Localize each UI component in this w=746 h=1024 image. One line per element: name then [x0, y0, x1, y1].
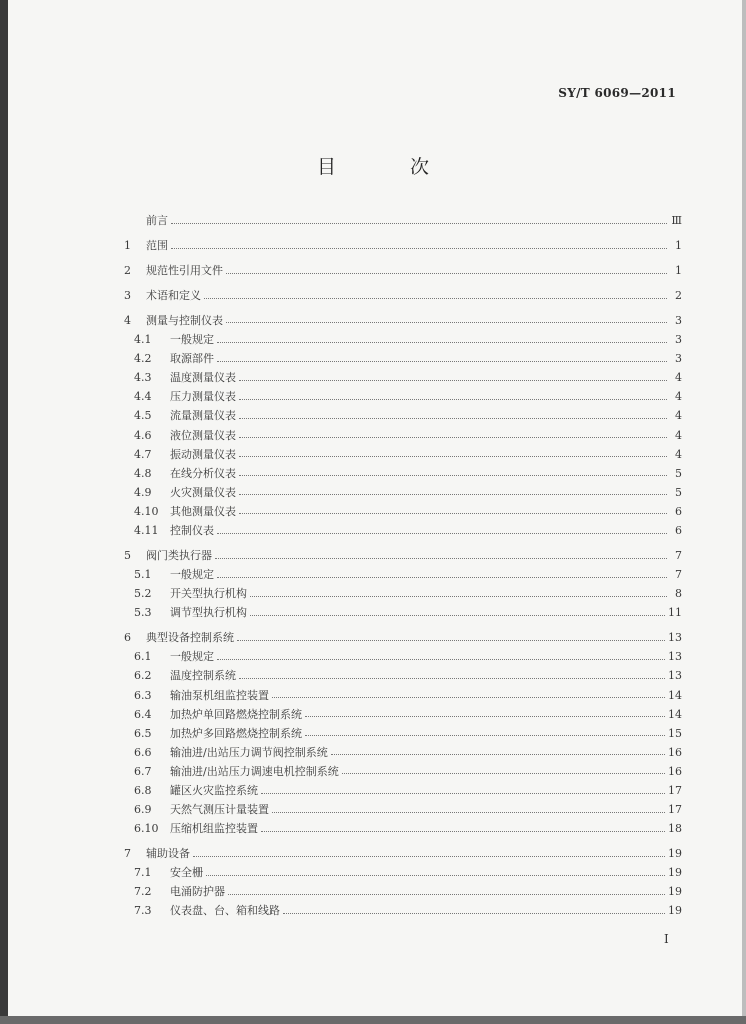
toc-entry-6-10 [124, 819, 682, 838]
toc-entry-label: 加热炉多回路燃烧控制系统 [170, 726, 302, 740]
toc-leader-dots [250, 614, 665, 616]
toc-leader-dots [239, 455, 667, 457]
toc-entry-label: 罐区火灾监控系统 [170, 783, 258, 797]
toc-entry-label: 控制仪表 [170, 523, 214, 537]
standard-code: SY/T 6069—2011 [558, 86, 676, 100]
toc-entry-page: 5 [675, 466, 682, 480]
toc-entry-page: 6 [675, 523, 682, 537]
toc-entry-4-5 [124, 406, 682, 425]
toc-entry-preface [124, 211, 682, 230]
toc-entry-page: 18 [668, 822, 682, 836]
toc-entry-4 [124, 311, 682, 330]
toc-entry-page: 3 [675, 333, 682, 347]
toc-entry-page: 4 [675, 447, 682, 461]
toc-entry-6-9 [124, 800, 682, 819]
toc-entry-label: 压缩机组监控装置 [170, 822, 258, 836]
toc-entry-label: 加热炉单回路燃烧控制系统 [170, 707, 302, 721]
scan-left-edge [0, 0, 8, 1024]
toc-leader-dots [171, 222, 667, 224]
toc-entry-number: 5 [124, 548, 131, 562]
toc-leader-dots [228, 893, 665, 895]
toc-entry-4-1 [124, 330, 682, 349]
toc-entry-page: 19 [668, 847, 682, 861]
toc-entry-5 [124, 546, 682, 565]
toc-entry-label: 温度控制系统 [170, 669, 236, 683]
toc-entry-page: 4 [675, 390, 682, 404]
toc-entry-label: 一般规定 [170, 333, 214, 347]
toc-entry-page: 14 [668, 688, 682, 702]
toc-entry-page: 4 [675, 428, 682, 442]
toc-entry-page: 11 [668, 606, 682, 620]
toc-entry-6-1 [124, 647, 682, 666]
toc-entry-page: 3 [675, 352, 682, 366]
toc-entry-label: 测量与控制仪表 [146, 313, 223, 327]
toc-entry-page: 5 [675, 485, 682, 499]
toc-leader-dots [217, 532, 667, 534]
toc-entry-number: 4.1 [134, 333, 152, 347]
toc-entry-number: 6.10 [134, 822, 159, 836]
toc-entry-label: 火灾测量仪表 [170, 485, 236, 499]
toc-leader-dots [204, 297, 667, 299]
toc-entry-4-10 [124, 502, 682, 521]
toc-entry-page: 4 [675, 371, 682, 385]
toc-entry-label: 振动测量仪表 [170, 447, 236, 461]
toc-entry-number: 4.3 [134, 371, 152, 385]
toc-leader-dots [239, 398, 667, 400]
toc-entry-label: 仪表盘、台、箱和线路 [170, 904, 280, 918]
toc-entry-page: Ⅲ [671, 214, 682, 227]
toc-leader-dots [193, 855, 665, 857]
toc-entry-number: 6.2 [134, 669, 152, 683]
toc-entry-number: 6.8 [134, 783, 152, 797]
toc-entry-label: 范围 [146, 238, 168, 252]
toc-entry-page: 15 [668, 726, 682, 740]
toc-entry-4-8 [124, 464, 682, 483]
toc-leader-dots [217, 341, 667, 343]
toc-entry-page: 13 [668, 669, 682, 683]
toc-entry-number: 5.1 [134, 568, 152, 582]
toc-entry-number: 4.5 [134, 409, 152, 423]
toc-leader-dots [239, 474, 667, 476]
toc-leader-dots [239, 379, 667, 381]
toc-entry-label: 输油进/出站压力调节阀控制系统 [170, 745, 328, 759]
scan-right-edge [742, 0, 746, 1024]
toc-entry-4-2 [124, 349, 682, 368]
toc-leader-dots [239, 677, 665, 679]
toc-entry-number: 6.3 [134, 688, 152, 702]
toc-leader-dots [239, 436, 667, 438]
toc-entry-6 [124, 628, 682, 647]
toc-entry-page: 8 [675, 587, 682, 601]
toc-entry-number: 6.6 [134, 745, 152, 759]
toc-entry-label: 其他测量仪表 [170, 504, 236, 518]
toc-entry-number: 7 [124, 847, 131, 861]
table-of-contents [124, 211, 682, 921]
toc-entry-page: 1 [675, 263, 682, 277]
toc-entry-4-11 [124, 521, 682, 540]
toc-entry-number: 7.1 [134, 866, 152, 880]
toc-leader-dots [305, 715, 665, 717]
toc-entry-6-4 [124, 705, 682, 724]
toc-leader-dots [261, 830, 665, 832]
toc-entry-number: 5.3 [134, 606, 152, 620]
toc-entry-number: 6.5 [134, 726, 152, 740]
toc-leader-dots [239, 417, 667, 419]
toc-leader-dots [342, 772, 665, 774]
toc-entry-page: 6 [675, 504, 682, 518]
toc-entry-page: 19 [668, 866, 682, 880]
toc-entry-label: 典型设备控制系统 [146, 631, 234, 645]
toc-entry-number: 4.7 [134, 447, 152, 461]
toc-leader-dots [226, 272, 667, 274]
toc-entry-number: 7.3 [134, 904, 152, 918]
toc-entry-page: 19 [668, 904, 682, 918]
toc-entry-page: 7 [675, 548, 682, 562]
toc-entry-page: 7 [675, 568, 682, 582]
toc-entry-6-2 [124, 666, 682, 685]
toc-leader-dots [305, 734, 665, 736]
toc-entry-label: 辅助设备 [146, 847, 190, 861]
toc-entry-number: 3 [124, 288, 131, 302]
toc-entry-number: 4.10 [134, 504, 159, 518]
toc-entry-label: 压力测量仪表 [170, 390, 236, 404]
toc-entry-page: 17 [668, 783, 682, 797]
toc-entry-3 [124, 286, 682, 305]
toc-entry-2 [124, 261, 682, 280]
scan-bottom-band [0, 1016, 746, 1024]
toc-leader-dots [239, 512, 667, 514]
toc-entry-4-3 [124, 368, 682, 387]
page-folio: I [664, 932, 669, 946]
toc-entry-page: 14 [668, 707, 682, 721]
toc-entry-5-2 [124, 584, 682, 603]
toc-entry-6-5 [124, 724, 682, 743]
toc-entry-label: 调节型执行机构 [170, 606, 247, 620]
toc-entry-page: 13 [668, 631, 682, 645]
toc-entry-6-3 [124, 686, 682, 705]
toc-entry-4-7 [124, 445, 682, 464]
toc-entry-number: 2 [124, 263, 131, 277]
toc-entry-number: 5.2 [134, 587, 152, 601]
toc-entry-page: 16 [668, 745, 682, 759]
toc-entry-label: 一般规定 [170, 568, 214, 582]
toc-entry-label: 阀门类执行器 [146, 548, 212, 562]
toc-entry-label: 输油进/出站压力调速电机控制系统 [170, 764, 339, 778]
toc-entry-7-1 [124, 863, 682, 882]
toc-entry-number: 4.4 [134, 390, 152, 404]
toc-entry-page: 19 [668, 885, 682, 899]
toc-entry-4-6 [124, 426, 682, 445]
toc-leader-dots [331, 753, 665, 755]
toc-leader-dots [272, 811, 665, 813]
toc-entry-label: 取源部件 [170, 352, 214, 366]
toc-entry-label: 一般规定 [170, 650, 214, 664]
toc-entry-6-7 [124, 762, 682, 781]
toc-entry-label: 规范性引用文件 [146, 263, 223, 277]
toc-entry-4-4 [124, 387, 682, 406]
toc-title: 目 次 [316, 156, 464, 178]
toc-entry-5-3 [124, 603, 682, 622]
toc-entry-7 [124, 844, 682, 863]
toc-entry-label: 天然气测压计量装置 [170, 803, 269, 817]
toc-leader-dots [217, 360, 667, 362]
toc-entry-label: 电涌防护器 [170, 885, 225, 899]
toc-entry-1 [124, 236, 682, 255]
toc-entry-6-8 [124, 781, 682, 800]
toc-entry-page: 17 [668, 803, 682, 817]
toc-leader-dots [250, 595, 667, 597]
toc-entry-number: 4.2 [134, 352, 152, 366]
toc-entry-7-3 [124, 901, 682, 920]
toc-entry-number: 6.1 [134, 650, 152, 664]
toc-entry-label: 温度测量仪表 [170, 371, 236, 385]
toc-entry-label: 流量测量仪表 [170, 409, 236, 423]
toc-entry-number: 4.9 [134, 485, 152, 499]
toc-entry-page: 4 [675, 409, 682, 423]
toc-entry-number: 4.6 [134, 428, 152, 442]
toc-entry-label: 术语和定义 [146, 288, 201, 302]
toc-entry-label: 开关型执行机构 [170, 587, 247, 601]
toc-entry-label: 前言 [146, 214, 168, 227]
toc-entry-number: 4 [124, 313, 131, 327]
toc-entry-page: 16 [668, 764, 682, 778]
toc-leader-dots [206, 874, 665, 876]
toc-entry-page: 2 [675, 288, 682, 302]
toc-entry-page: 3 [675, 313, 682, 327]
toc-leader-dots [226, 321, 667, 323]
toc-leader-dots [171, 247, 667, 249]
toc-entry-number: 6 [124, 631, 131, 645]
toc-entry-7-2 [124, 882, 682, 901]
toc-entry-label: 液位测量仪表 [170, 428, 236, 442]
toc-leader-dots [261, 792, 665, 794]
toc-entry-number: 6.9 [134, 803, 152, 817]
toc-entry-label: 安全栅 [170, 866, 203, 880]
toc-entry-number: 1 [124, 238, 131, 252]
toc-entry-page: 13 [668, 650, 682, 664]
toc-leader-dots [215, 557, 667, 559]
toc-entry-number: 4.8 [134, 466, 152, 480]
toc-entry-page: 1 [675, 238, 682, 252]
toc-leader-dots [217, 576, 667, 578]
toc-entry-4-9 [124, 483, 682, 502]
toc-entry-number: 4.11 [134, 523, 159, 537]
toc-entry-label: 输油泵机组监控装置 [170, 688, 269, 702]
toc-entry-6-6 [124, 743, 682, 762]
toc-entry-number: 6.7 [134, 764, 152, 778]
toc-leader-dots [239, 493, 667, 495]
toc-leader-dots [283, 912, 665, 914]
toc-leader-dots [217, 658, 665, 660]
toc-entry-5-1 [124, 565, 682, 584]
toc-entry-label: 在线分析仪表 [170, 466, 236, 480]
toc-entry-number: 7.2 [134, 885, 152, 899]
toc-leader-dots [272, 696, 665, 698]
toc-leader-dots [237, 639, 665, 641]
toc-entry-number: 6.4 [134, 707, 152, 721]
